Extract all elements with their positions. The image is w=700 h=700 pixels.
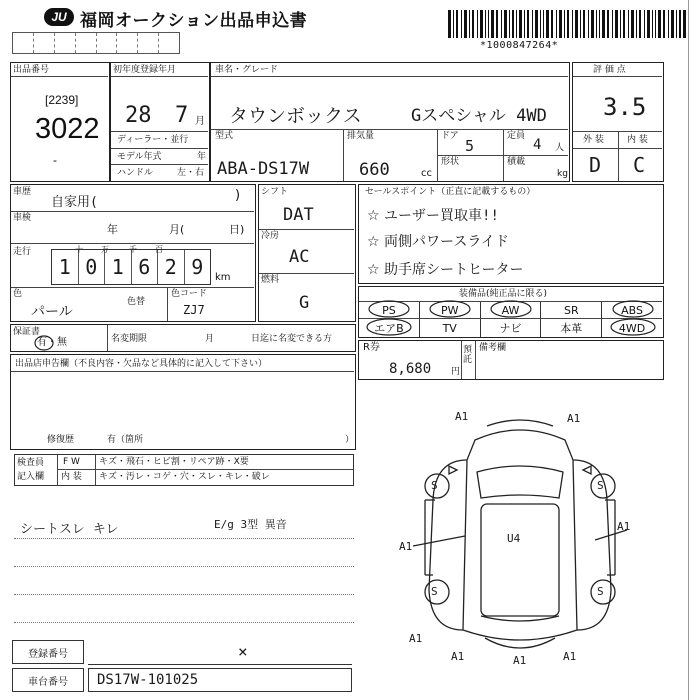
mileage-place-hyaku: 百 xyxy=(155,245,163,254)
registration-month: 7 xyxy=(175,103,189,128)
usage-label: 車歴 xyxy=(13,187,32,197)
registration-number-value: × xyxy=(238,642,248,661)
star-icon: ☆ xyxy=(367,234,380,250)
mileage-digit: 1 xyxy=(105,250,132,284)
fuel-value: G xyxy=(299,293,310,313)
equipment-leather: 本革 xyxy=(541,319,602,337)
interior-grade: C xyxy=(633,153,646,177)
shape-label: 形状 xyxy=(441,157,460,167)
aircon-value: AC xyxy=(289,247,310,267)
fuel-label: 燃料 xyxy=(261,275,280,285)
price-label: R券 xyxy=(363,342,380,353)
repair-close: ） xyxy=(345,435,355,445)
selling-point-text: 両側パワースライド xyxy=(384,234,509,250)
capacity-value: 4 xyxy=(533,137,542,153)
displacement-label: 排気量 xyxy=(347,131,375,141)
mileage-unit: km xyxy=(215,272,231,283)
warranty-circle xyxy=(33,334,55,352)
damage-mark: A1 xyxy=(455,410,469,423)
handle-label: ハンドル xyxy=(117,168,154,178)
grade-label: 評 価 点 xyxy=(593,65,626,75)
inspector-label-2: 記入欄 xyxy=(17,472,45,482)
model-year-label: モデル年式 xyxy=(117,152,162,162)
selling-point-item xyxy=(367,259,523,279)
seller-report-box xyxy=(10,354,356,450)
deposit-label: 預託 xyxy=(463,345,473,365)
equipment-abs: ABS xyxy=(621,304,644,317)
color-label: 色 xyxy=(13,289,23,299)
color-code-label: 色コード xyxy=(171,289,208,299)
notes-label: 備考欄 xyxy=(479,343,507,353)
model-year-unit: 年 xyxy=(197,152,207,162)
inspector-note-right: E/g 3型 異音 xyxy=(214,518,287,531)
color-code-value: ZJ7 xyxy=(183,303,205,317)
equipment-aw: AW xyxy=(481,302,542,319)
barcode xyxy=(448,10,686,38)
aircon-label: 冷房 xyxy=(261,231,280,241)
note-line xyxy=(14,566,354,567)
damage-mark: A1 xyxy=(513,654,527,667)
transfer-note: 日迄に名変できる方 xyxy=(251,334,333,344)
equipment-airbag: エアB xyxy=(359,319,420,337)
warranty-box xyxy=(10,324,356,352)
inspection-year-unit: 年 xyxy=(107,223,118,236)
vehicle-history-box xyxy=(10,184,256,322)
grade-box xyxy=(572,62,664,182)
barcode-number: *1000847264* xyxy=(480,40,559,51)
star-icon: ☆ xyxy=(367,262,380,278)
star-icon: ☆ xyxy=(367,208,380,224)
exterior-label: 外 装 xyxy=(583,135,604,145)
shift-aircon-fuel-box xyxy=(258,184,356,322)
registration-year: 28 xyxy=(125,103,152,128)
displacement-unit: cc xyxy=(421,168,432,179)
color-change-label: 色替 xyxy=(127,297,146,307)
plates-table xyxy=(12,640,352,694)
color-value: パール xyxy=(31,304,73,320)
damage-mark: S xyxy=(431,585,438,598)
transfer-label: 名変期限 xyxy=(111,334,148,344)
car-damage-diagram xyxy=(395,400,645,670)
registration-month-unit: 月 xyxy=(195,116,205,127)
price-box xyxy=(358,340,664,380)
mileage-place-man: 万 xyxy=(101,245,109,254)
chassis-number-field xyxy=(88,668,352,692)
warranty-label: 保証書 xyxy=(13,327,41,337)
handle-options: 左・右 xyxy=(177,168,205,178)
damage-mark: S xyxy=(431,479,438,492)
equipment-sr: SR xyxy=(541,302,602,319)
car-name-box xyxy=(210,62,570,182)
equipment-box xyxy=(358,286,664,338)
damage-mark: U4 xyxy=(507,532,521,545)
car-grade: Gスペシャル 4WD xyxy=(411,106,547,126)
dealer-label: ディーラー・並行 xyxy=(117,135,189,145)
warranty-options: 有・無 xyxy=(37,337,67,348)
selling-points-label: セールスポイント（正直に記載するもの） xyxy=(365,187,536,197)
selling-point-text: 助手席シートヒーター xyxy=(384,262,524,278)
damage-mark: A1 xyxy=(563,650,577,663)
damage-mark: A1 xyxy=(617,520,631,533)
interior-notes-label: 内 装 xyxy=(61,472,82,482)
registration-number-field xyxy=(88,640,352,665)
grade-score: 3.5 xyxy=(603,93,647,121)
load-label: 積載 xyxy=(507,157,526,167)
equipment-ps: PS xyxy=(359,302,420,319)
exterior-grade: D xyxy=(589,153,602,177)
price-unit: 円 xyxy=(451,367,461,377)
mileage-digit: 6 xyxy=(132,250,159,284)
page-edge xyxy=(688,0,689,700)
usage-close: ) xyxy=(235,188,241,203)
car-name-label: 車名・グレード xyxy=(215,65,279,75)
interior-items: キズ・汚レ・コゲ・穴・スレ・キレ・破レ xyxy=(99,472,270,482)
price-value: 8,680 xyxy=(389,361,432,377)
header xyxy=(0,0,700,60)
auction-logo: JU xyxy=(44,8,74,26)
capacity-label: 定員 xyxy=(507,131,526,141)
selling-points-box xyxy=(358,184,664,284)
transfer-unit: 月 xyxy=(205,334,215,344)
interior-label: 内 装 xyxy=(627,135,648,145)
fw-items: キズ・飛石・ヒビ割・リペア跡・X要 xyxy=(99,457,249,467)
damage-mark: A1 xyxy=(399,540,413,553)
damage-mark: S xyxy=(597,585,604,598)
registration-label: 初年度登録年月 xyxy=(113,65,177,75)
entry-boxes xyxy=(12,32,180,54)
inspector-notes-table xyxy=(14,454,354,486)
inspection-month-unit: 月( xyxy=(169,223,185,236)
load-unit: kg xyxy=(557,169,568,179)
chassis-number-value: DS17W-101025 xyxy=(97,672,199,688)
selling-point-text: ユーザー買取車!! xyxy=(384,208,499,224)
shift-value: DAT xyxy=(283,205,314,225)
chassis-number-label: 車台番号 xyxy=(12,668,84,692)
equipment-navi: ナビ xyxy=(481,319,542,337)
equipment-label: 装備品(純正品に限る) xyxy=(459,289,548,299)
mileage-place-ten: 十 xyxy=(75,245,83,254)
equipment-tv: TV xyxy=(420,319,481,337)
note-line xyxy=(14,594,354,595)
mileage-digit: 2 xyxy=(158,250,185,284)
damage-mark: S xyxy=(597,479,604,492)
car-name: タウンボックス xyxy=(229,105,362,127)
lot-number: 3022 xyxy=(35,113,100,145)
inspector-note-left: シートスレ キレ xyxy=(20,522,119,537)
barcode-bars xyxy=(448,10,686,38)
type-value: ABA-DS17W xyxy=(217,159,310,179)
damage-mark: A1 xyxy=(451,650,465,663)
registration-number-label: 登録番号 xyxy=(12,640,84,664)
usage-value: 自家用( xyxy=(51,195,98,210)
note-line xyxy=(14,622,354,623)
displacement-value: 660 xyxy=(359,160,390,180)
mileage-label: 走行 xyxy=(13,247,32,257)
lot-number-label: 出品番号 xyxy=(13,65,50,75)
mileage-digit: 1 xyxy=(52,250,79,284)
lot-sub-number: [2239] xyxy=(45,93,79,107)
doors-value: 5 xyxy=(465,137,475,155)
selling-point-item xyxy=(367,205,499,225)
shift-label: シフト xyxy=(261,187,289,197)
equipment-pw: PW xyxy=(420,302,481,319)
mileage-place-sen: 千 xyxy=(129,245,137,254)
mileage-digit: 0 xyxy=(79,250,106,284)
inspection-label: 車検 xyxy=(13,213,32,223)
damage-mark: A1 xyxy=(567,412,581,425)
inspector-label-1: 検査員 xyxy=(17,458,45,468)
inspection-day-unit: 日) xyxy=(229,223,245,236)
damage-mark: A1 xyxy=(409,632,423,645)
fw-label: F W xyxy=(63,457,80,467)
form-title: 福岡オークション出品申込書 xyxy=(80,11,308,31)
note-line xyxy=(14,538,354,539)
capacity-unit: 人 xyxy=(555,143,565,153)
seller-report-label: 出品店申告欄（不良内容・欠品など具体的に記入して下さい） xyxy=(15,359,268,369)
registration-box xyxy=(110,62,210,182)
repair-label: 修復歴 xyxy=(47,435,75,445)
repair-options: 有（箇所 xyxy=(107,435,144,445)
equipment-circles xyxy=(359,299,665,339)
equipment-4wd: 4WD xyxy=(618,321,646,335)
mileage-digit: 9 xyxy=(191,255,204,279)
doors-label: ドア xyxy=(441,131,459,141)
selling-point-item xyxy=(367,231,509,251)
lot-number-box xyxy=(10,62,110,182)
type-label: 型式 xyxy=(215,131,234,141)
lot-dash: - xyxy=(53,153,57,167)
